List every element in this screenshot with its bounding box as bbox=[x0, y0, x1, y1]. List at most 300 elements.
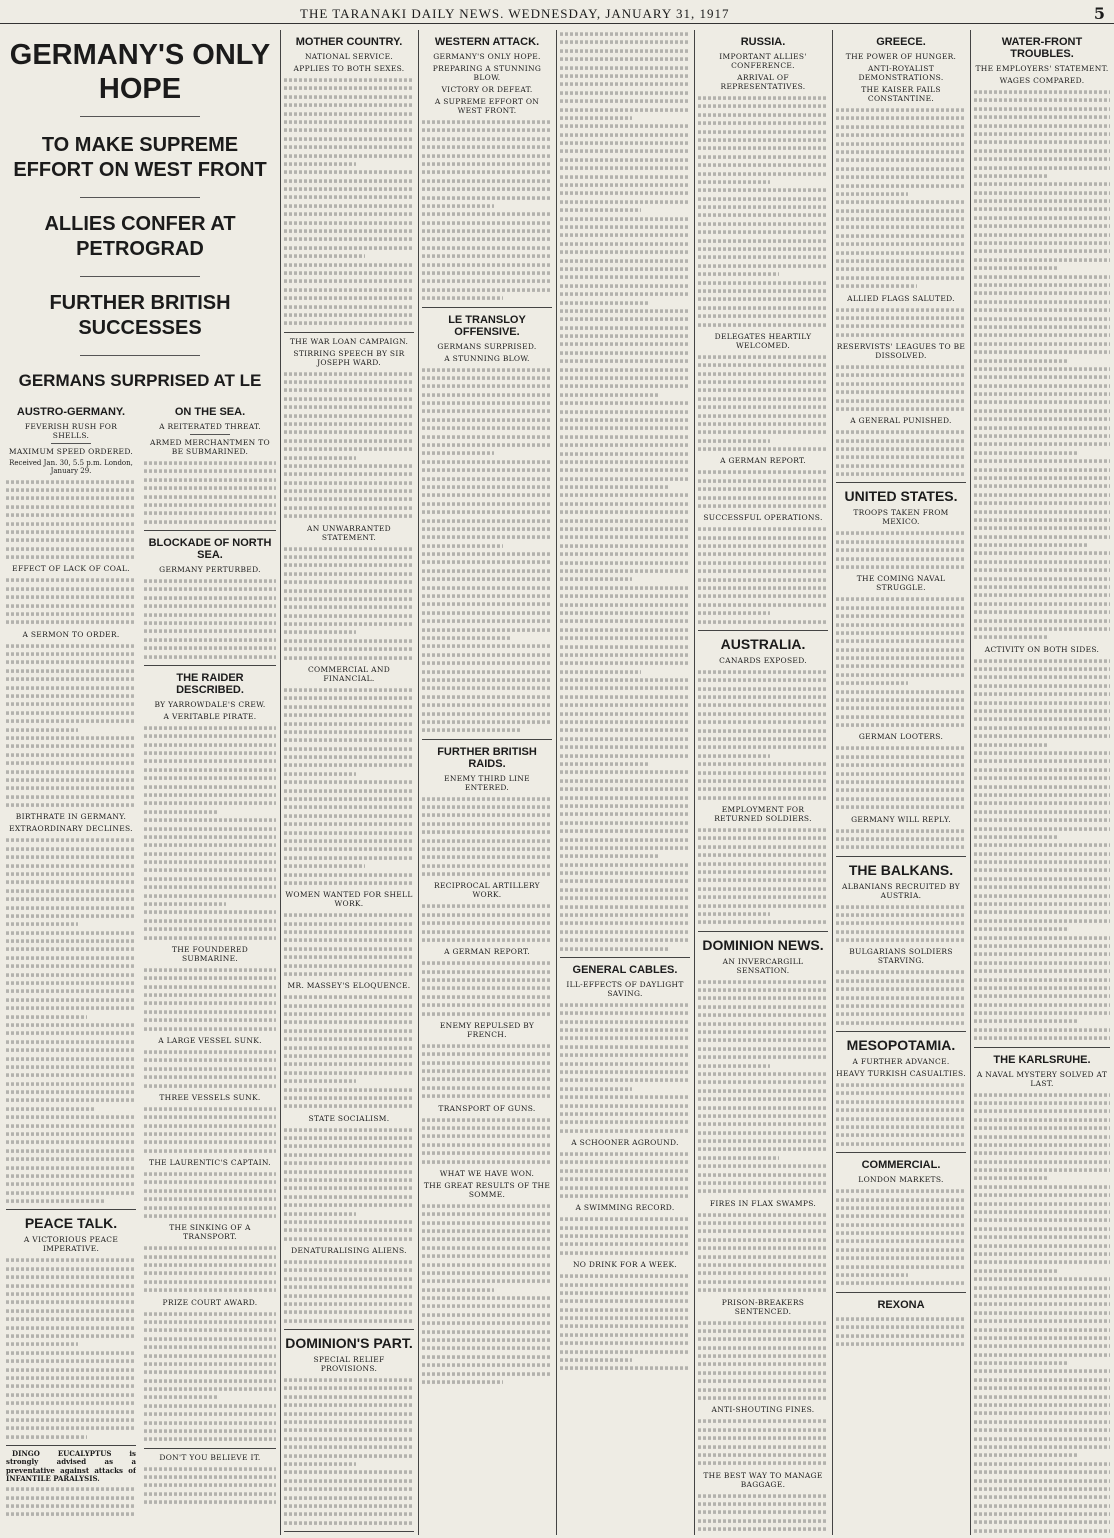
text-line bbox=[560, 1112, 690, 1116]
text-line bbox=[698, 1190, 828, 1194]
text-line bbox=[422, 137, 552, 141]
text-line bbox=[974, 1261, 1110, 1265]
text-line bbox=[422, 1263, 552, 1267]
text-line bbox=[974, 684, 1110, 688]
text-line bbox=[284, 271, 414, 275]
text-line bbox=[284, 431, 414, 435]
text-line bbox=[974, 241, 1110, 245]
text-line bbox=[284, 1285, 414, 1289]
text-line bbox=[836, 673, 966, 677]
text-line bbox=[698, 147, 828, 151]
body-text-block bbox=[144, 1048, 276, 1090]
text-line bbox=[6, 803, 136, 807]
text-line bbox=[144, 630, 276, 634]
text-line bbox=[974, 1277, 1110, 1281]
text-line bbox=[6, 753, 136, 757]
text-line bbox=[974, 317, 1110, 321]
text-line bbox=[836, 715, 966, 719]
text-line bbox=[6, 555, 136, 559]
text-line bbox=[422, 1338, 552, 1342]
text-line bbox=[836, 755, 966, 759]
text-line bbox=[6, 661, 136, 665]
text-line bbox=[284, 187, 414, 191]
text-line bbox=[284, 171, 414, 175]
text-line bbox=[284, 305, 414, 309]
body-text-block bbox=[6, 1485, 136, 1518]
text-line bbox=[422, 930, 552, 934]
text-line bbox=[144, 1396, 217, 1400]
text-line bbox=[284, 697, 414, 701]
text-line bbox=[560, 74, 690, 78]
text-line bbox=[836, 259, 966, 263]
text-line bbox=[284, 572, 414, 576]
text-line bbox=[698, 1436, 828, 1440]
text-line bbox=[974, 594, 1110, 598]
text-line bbox=[422, 864, 552, 868]
text-line bbox=[974, 476, 1110, 480]
text-line bbox=[836, 251, 966, 255]
text-line bbox=[974, 827, 1110, 831]
text-line bbox=[560, 393, 659, 397]
section-heading: COMMERCIAL. bbox=[861, 1159, 941, 1172]
body-text-block bbox=[698, 525, 828, 626]
text-line bbox=[422, 670, 552, 674]
text-line bbox=[698, 496, 828, 500]
text-line bbox=[698, 414, 828, 418]
text-line bbox=[560, 754, 690, 758]
text-line bbox=[284, 1029, 414, 1033]
text-line bbox=[836, 1189, 966, 1193]
masthead bbox=[0, 4, 1114, 24]
text-line bbox=[560, 620, 690, 624]
text-line bbox=[284, 1462, 356, 1466]
article-subheading: MAXIMUM SPEED ORDERED. bbox=[8, 447, 134, 456]
text-line bbox=[422, 221, 552, 225]
text-line bbox=[974, 927, 1068, 931]
text-line bbox=[698, 1289, 828, 1293]
text-line bbox=[6, 728, 78, 732]
text-line bbox=[422, 1330, 552, 1334]
text-line bbox=[974, 936, 1110, 940]
text-line bbox=[560, 485, 668, 489]
text-line bbox=[836, 234, 966, 238]
text-line bbox=[560, 922, 690, 926]
text-line bbox=[422, 805, 552, 809]
text-line bbox=[974, 418, 1110, 422]
text-line bbox=[144, 604, 276, 608]
text-line bbox=[284, 1378, 414, 1382]
text-line bbox=[974, 132, 1110, 136]
text-line bbox=[698, 197, 828, 201]
text-line bbox=[974, 359, 1068, 363]
text-line bbox=[974, 350, 1110, 354]
body-text-block bbox=[836, 827, 966, 852]
text-line bbox=[422, 814, 552, 818]
text-line bbox=[284, 1429, 414, 1433]
text-line bbox=[284, 881, 414, 885]
text-line bbox=[974, 459, 1110, 463]
article-subheading: WAGES COMPARED. bbox=[999, 76, 1085, 85]
column-mother-country bbox=[284, 30, 414, 1535]
text-line bbox=[560, 838, 690, 842]
text-line bbox=[284, 930, 414, 934]
text-line bbox=[974, 611, 1110, 615]
text-line bbox=[836, 747, 966, 751]
text-line bbox=[284, 120, 414, 124]
text-line bbox=[836, 1125, 966, 1129]
text-line bbox=[6, 1317, 136, 1321]
text-line bbox=[836, 399, 966, 403]
text-line bbox=[6, 1116, 136, 1120]
text-line bbox=[836, 1215, 966, 1219]
text-line bbox=[698, 1280, 828, 1284]
text-line bbox=[560, 636, 690, 640]
text-line bbox=[974, 1445, 1110, 1449]
text-line bbox=[6, 1276, 136, 1280]
text-line bbox=[560, 1129, 690, 1133]
text-line bbox=[144, 638, 276, 642]
article-subheading: ALLIED FLAGS SALUTED. bbox=[847, 293, 955, 303]
text-line bbox=[836, 723, 966, 727]
text-line bbox=[6, 1418, 136, 1422]
body-text-block bbox=[698, 978, 828, 1196]
text-line bbox=[422, 1246, 552, 1250]
column-water-front bbox=[974, 30, 1110, 1535]
text-line bbox=[284, 914, 414, 918]
text-line bbox=[560, 888, 690, 892]
text-line bbox=[284, 1395, 414, 1399]
text-line bbox=[422, 847, 552, 851]
text-line bbox=[6, 587, 136, 591]
text-line bbox=[144, 1421, 276, 1425]
text-line bbox=[6, 1048, 136, 1052]
article-subheading: THE FOUNDERED SUBMARINE. bbox=[171, 944, 249, 963]
text-line bbox=[144, 776, 276, 780]
body-text-block bbox=[698, 1417, 828, 1467]
text-line bbox=[560, 1251, 690, 1255]
text-line bbox=[698, 256, 828, 260]
text-line bbox=[284, 397, 414, 401]
text-line bbox=[560, 259, 690, 263]
text-line bbox=[144, 520, 276, 524]
text-line bbox=[974, 751, 1110, 755]
text-line bbox=[836, 125, 966, 129]
text-line bbox=[974, 1487, 1110, 1491]
text-line bbox=[836, 431, 966, 435]
lead-subheadline: GERMANS SURPRISED AT LE bbox=[18, 371, 262, 390]
text-line bbox=[836, 1021, 966, 1025]
article-subheading: A SCHOONER AGROUND. bbox=[571, 1138, 679, 1148]
text-line bbox=[836, 333, 966, 337]
text-line bbox=[284, 103, 414, 107]
text-line bbox=[836, 464, 966, 468]
article-subheading: VICTORY OR DEFEAT. bbox=[441, 85, 533, 94]
text-line bbox=[284, 1178, 414, 1182]
body-text-block bbox=[422, 1042, 552, 1101]
text-line bbox=[560, 737, 690, 741]
text-line bbox=[422, 552, 552, 556]
text-line bbox=[974, 1454, 1077, 1458]
text-line bbox=[6, 1057, 136, 1061]
text-line bbox=[284, 631, 356, 635]
text-line bbox=[974, 1152, 1110, 1156]
body-text-block bbox=[836, 595, 966, 729]
text-line bbox=[422, 1143, 552, 1147]
text-line bbox=[698, 372, 828, 376]
text-line bbox=[698, 887, 828, 891]
text-line bbox=[974, 451, 1077, 455]
text-line bbox=[422, 171, 552, 175]
text-line bbox=[698, 1181, 828, 1185]
text-line bbox=[974, 919, 1110, 923]
text-line bbox=[836, 243, 966, 247]
text-line bbox=[974, 1395, 1110, 1399]
text-line bbox=[284, 848, 414, 852]
body-text-block bbox=[974, 1091, 1110, 1535]
text-line bbox=[284, 555, 414, 559]
text-line bbox=[284, 1269, 414, 1273]
text-line bbox=[284, 322, 414, 326]
text-line bbox=[974, 1303, 1110, 1307]
text-line bbox=[974, 1353, 1110, 1357]
section-heading: MOTHER COUNTRY. bbox=[295, 36, 403, 48]
text-line bbox=[422, 913, 552, 917]
article-subheading: A REITERATED THREAT. bbox=[159, 422, 261, 431]
article-subheading: THE KAISER FAILS CONSTANTINE. bbox=[861, 85, 941, 103]
article-subheading: THE BEST WAY TO MANAGE BAGGAGE. bbox=[703, 1470, 823, 1489]
text-line bbox=[560, 897, 690, 901]
body-text-block bbox=[144, 459, 276, 526]
text-line bbox=[698, 1221, 828, 1225]
text-line bbox=[284, 797, 414, 801]
text-line bbox=[422, 628, 552, 632]
text-line bbox=[284, 263, 414, 267]
text-line bbox=[6, 595, 136, 599]
text-line bbox=[422, 1086, 552, 1090]
section-heading: GENERAL CABLES. bbox=[572, 963, 678, 976]
text-line bbox=[698, 1511, 828, 1515]
text-line bbox=[422, 661, 552, 665]
text-line bbox=[6, 1292, 136, 1296]
text-line bbox=[144, 1214, 276, 1218]
text-line bbox=[144, 621, 276, 625]
text-line bbox=[560, 578, 632, 582]
text-line bbox=[974, 852, 1110, 856]
text-line bbox=[974, 518, 1110, 522]
text-line bbox=[560, 41, 690, 45]
text-line bbox=[974, 667, 1110, 671]
text-line bbox=[284, 456, 356, 460]
divider bbox=[51, 443, 91, 444]
text-line bbox=[560, 32, 690, 36]
text-line bbox=[6, 1199, 105, 1203]
text-line bbox=[6, 1376, 136, 1380]
text-line bbox=[698, 1114, 828, 1118]
text-line bbox=[422, 544, 503, 548]
body-text-block bbox=[284, 993, 414, 1110]
text-line bbox=[698, 1272, 828, 1276]
text-line bbox=[6, 694, 136, 698]
article-subheading: ANTI-SHOUTING FINES. bbox=[711, 1405, 815, 1415]
text-line bbox=[560, 1186, 690, 1190]
text-line bbox=[284, 447, 414, 451]
text-line bbox=[284, 238, 414, 242]
article-subheading: GERMANY PERTURBED. bbox=[159, 565, 261, 575]
body-text-block bbox=[422, 118, 552, 303]
text-line bbox=[422, 1271, 552, 1275]
text-line bbox=[422, 1296, 552, 1300]
text-line bbox=[974, 334, 1110, 338]
text-line bbox=[560, 745, 690, 749]
text-line bbox=[284, 755, 414, 759]
text-line bbox=[560, 208, 641, 212]
text-line bbox=[6, 1267, 136, 1271]
text-line bbox=[422, 460, 552, 464]
text-line bbox=[836, 1083, 966, 1087]
text-line bbox=[6, 1427, 136, 1431]
body-text-block bbox=[836, 1315, 966, 1348]
text-line bbox=[144, 503, 276, 507]
text-line bbox=[6, 1401, 136, 1405]
text-line bbox=[144, 579, 276, 583]
body-text-block bbox=[422, 959, 552, 1018]
text-line bbox=[144, 785, 276, 789]
section-heading: DOMINION'S PART. bbox=[285, 1335, 413, 1352]
text-line bbox=[560, 242, 690, 246]
text-line bbox=[144, 860, 276, 864]
text-line bbox=[974, 1219, 1110, 1223]
text-line bbox=[698, 1263, 828, 1267]
text-line bbox=[422, 1212, 552, 1216]
text-line bbox=[836, 447, 966, 451]
text-line bbox=[836, 184, 966, 188]
text-line bbox=[284, 1105, 414, 1109]
text-line bbox=[6, 480, 136, 484]
text-line bbox=[6, 778, 136, 782]
text-line bbox=[144, 1320, 276, 1324]
text-line bbox=[144, 886, 276, 890]
text-line bbox=[284, 789, 414, 793]
text-line bbox=[422, 271, 552, 275]
text-line bbox=[284, 614, 414, 618]
text-line bbox=[698, 1238, 828, 1242]
text-line bbox=[560, 729, 690, 733]
text-line bbox=[560, 544, 690, 548]
text-line bbox=[698, 222, 828, 226]
text-line bbox=[422, 1364, 552, 1368]
text-line bbox=[422, 720, 552, 724]
text-line bbox=[560, 175, 690, 179]
text-line bbox=[284, 1302, 414, 1306]
text-line bbox=[144, 1484, 276, 1488]
text-line bbox=[144, 1181, 276, 1185]
text-line bbox=[284, 414, 414, 418]
text-line bbox=[836, 829, 966, 833]
article-subheading: ALBANIANS RECRUITED BY AUSTRIA. bbox=[842, 881, 960, 900]
text-line bbox=[144, 768, 276, 772]
text-line bbox=[6, 579, 136, 583]
text-line bbox=[6, 770, 136, 774]
text-line bbox=[698, 611, 770, 615]
text-line bbox=[284, 196, 414, 200]
text-line bbox=[698, 1502, 828, 1506]
text-line bbox=[836, 905, 966, 909]
text-line bbox=[560, 1152, 690, 1156]
text-line bbox=[974, 1428, 1110, 1432]
article-subheading: PRIZE COURT AWARD. bbox=[162, 1297, 258, 1307]
text-line bbox=[560, 611, 690, 615]
text-line bbox=[284, 1079, 356, 1083]
section-heading: PEACE TALK. bbox=[24, 1215, 118, 1232]
text-line bbox=[974, 776, 1110, 780]
article-subheading: A SWIMMING RECORD. bbox=[575, 1203, 675, 1213]
text-line bbox=[560, 628, 690, 632]
text-line bbox=[560, 1333, 690, 1337]
article-subheading: ARRIVAL OF REPRESENTATIVES. bbox=[720, 73, 806, 91]
section-heading: RUSSIA. bbox=[740, 36, 786, 48]
text-line bbox=[560, 1020, 690, 1024]
article-subheading: RECIPROCAL ARTILLERY WORK. bbox=[434, 881, 540, 900]
text-line bbox=[144, 760, 276, 764]
text-line bbox=[144, 936, 276, 940]
text-line bbox=[836, 764, 966, 768]
text-line bbox=[6, 787, 136, 791]
text-line bbox=[698, 862, 828, 866]
text-line bbox=[422, 418, 552, 422]
text-line bbox=[698, 1064, 770, 1068]
text-line bbox=[284, 1046, 414, 1050]
text-line bbox=[422, 695, 552, 699]
advertisement: DON'T YOU BELIEVE IT. bbox=[159, 1452, 261, 1462]
text-line bbox=[698, 323, 828, 327]
text-line bbox=[698, 214, 828, 218]
text-line bbox=[422, 1322, 552, 1326]
text-line bbox=[284, 864, 365, 868]
body-text-block bbox=[836, 363, 966, 413]
text-line bbox=[144, 1413, 276, 1417]
text-line bbox=[284, 1054, 414, 1058]
text-line bbox=[144, 1010, 276, 1014]
text-line bbox=[284, 747, 414, 751]
text-line bbox=[6, 948, 136, 952]
text-line bbox=[422, 204, 494, 208]
text-line bbox=[974, 1286, 1110, 1290]
text-line bbox=[698, 879, 828, 883]
text-line bbox=[422, 645, 552, 649]
text-line bbox=[974, 225, 1110, 229]
text-line bbox=[698, 1519, 828, 1523]
text-line bbox=[144, 877, 276, 881]
text-line bbox=[6, 711, 136, 715]
article-subheading: THE POWER OF HUNGER. bbox=[845, 52, 957, 61]
text-line bbox=[144, 1337, 276, 1341]
text-line bbox=[974, 785, 1110, 789]
text-line bbox=[284, 1071, 414, 1075]
text-line bbox=[836, 913, 966, 917]
text-line bbox=[560, 477, 690, 481]
text-line bbox=[284, 639, 414, 643]
text-line bbox=[284, 372, 414, 376]
text-line bbox=[560, 1218, 690, 1222]
column-rule bbox=[556, 30, 557, 1535]
text-line bbox=[836, 439, 966, 443]
text-line bbox=[698, 1148, 828, 1152]
text-line bbox=[560, 1316, 690, 1320]
text-line bbox=[6, 990, 136, 994]
text-line bbox=[6, 1183, 136, 1187]
text-line bbox=[698, 904, 828, 908]
text-line bbox=[974, 1118, 1110, 1122]
